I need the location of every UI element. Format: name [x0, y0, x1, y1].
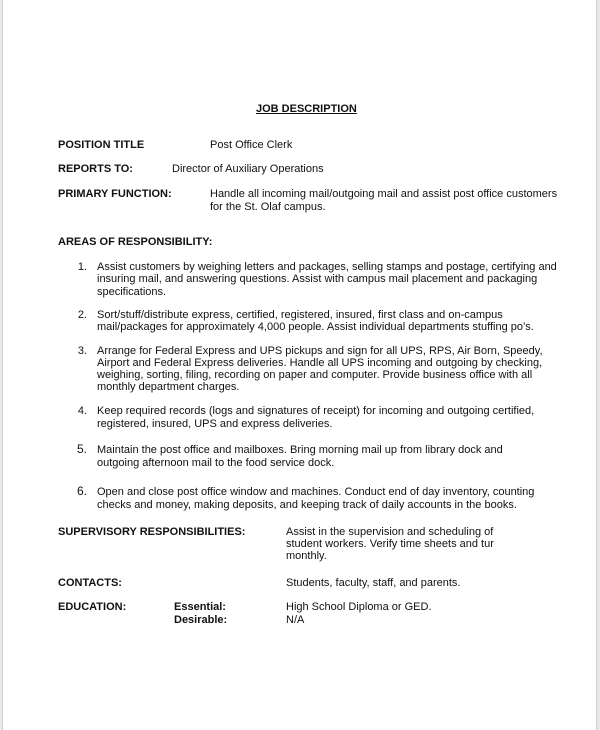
- list-item-line: Sort/stuff/distribute express, certified, registered, insured, first class and on-campus: [97, 309, 503, 321]
- education-label: EDUCATION:: [58, 601, 127, 613]
- areas-of-responsibility-heading: AREAS OF RESPONSIBILITY:: [58, 236, 213, 248]
- supervisory-line: monthly.: [286, 550, 327, 562]
- essential-value: High School Diploma or GED.: [286, 601, 432, 613]
- list-item-number: 2.: [77, 309, 87, 321]
- list-item-line: Keep required records (logs and signatures of receipt) for incoming and outgoing certified,: [97, 405, 535, 417]
- list-item-line: checks and money, making deposits, and keeping track of daily accounts in the books.: [97, 499, 517, 511]
- reports-to-value: Director of Auxiliary Operations: [172, 163, 324, 175]
- list-item-line: insuring mail, and answering questions. Assist with campus mail placement and packaging: [97, 273, 538, 285]
- supervisory-label: SUPERVISORY RESPONSIBILITIES:: [58, 526, 246, 538]
- desirable-value: N/A: [286, 614, 305, 626]
- list-item-number: 4.: [77, 405, 87, 417]
- list-item-line: Maintain the post office and mailboxes. Bring morning mail up from library dock and: [97, 444, 503, 456]
- supervisory-line: Assist in the supervision and scheduling of: [286, 526, 494, 538]
- list-item-number: 6.: [76, 484, 87, 498]
- list-item-line: Assist customers by weighing letters and packages, selling stamps and postage, certifying and: [97, 261, 557, 273]
- list-item-line: specifications.: [97, 286, 167, 298]
- primary-function-line: for the St. Olaf campus.: [210, 201, 326, 213]
- reports-to-label: REPORTS TO:: [58, 163, 133, 175]
- desirable-label: Desirable:: [174, 614, 228, 626]
- list-item-line: outgoing afternoon mail to the food service dock.: [97, 457, 335, 469]
- list-item-line: mail/packages for approximately 4,000 people. Assist individual departments stuffing po’s.: [97, 321, 534, 333]
- list-item-line: registered, insured, UPS and express deliveries.: [97, 418, 333, 430]
- list-item-number: 3.: [77, 345, 87, 357]
- document-title: JOB DESCRIPTION: [256, 103, 357, 115]
- primary-function-line: Handle all incoming mail/outgoing mail and assist post office customers: [210, 188, 558, 200]
- contacts-label: CONTACTS:: [58, 577, 122, 589]
- list-item-line: monthly department charges.: [97, 381, 240, 393]
- list-item-number: 5.: [76, 442, 87, 456]
- list-item-line: Open and close post office window and machines. Conduct end of day inventory, counting: [97, 486, 535, 498]
- essential-label: Essential:: [174, 601, 226, 613]
- supervisory-line: student workers. Verify time sheets and tur: [286, 538, 494, 550]
- position-title-label: POSITION TITLE: [58, 139, 145, 151]
- list-item-line: weighing, sorting, filing, recording on paper and computer. Provide business office with all: [97, 369, 533, 381]
- list-item-line: Arrange for Federal Express and UPS pickups and sign for all UPS, RPS, Air Born, Speedy,: [97, 345, 543, 357]
- list-item-number: 1.: [77, 261, 87, 273]
- position-title-value: Post Office Clerk: [210, 139, 293, 151]
- primary-function-label: PRIMARY FUNCTION:: [58, 188, 172, 200]
- document-page: [2, 0, 597, 730]
- contacts-value: Students, faculty, staff, and parents.: [286, 577, 461, 589]
- list-item-line: Airport and Federal Express deliveries. Handle all UPS incoming and outgoing by checking,: [97, 357, 543, 369]
